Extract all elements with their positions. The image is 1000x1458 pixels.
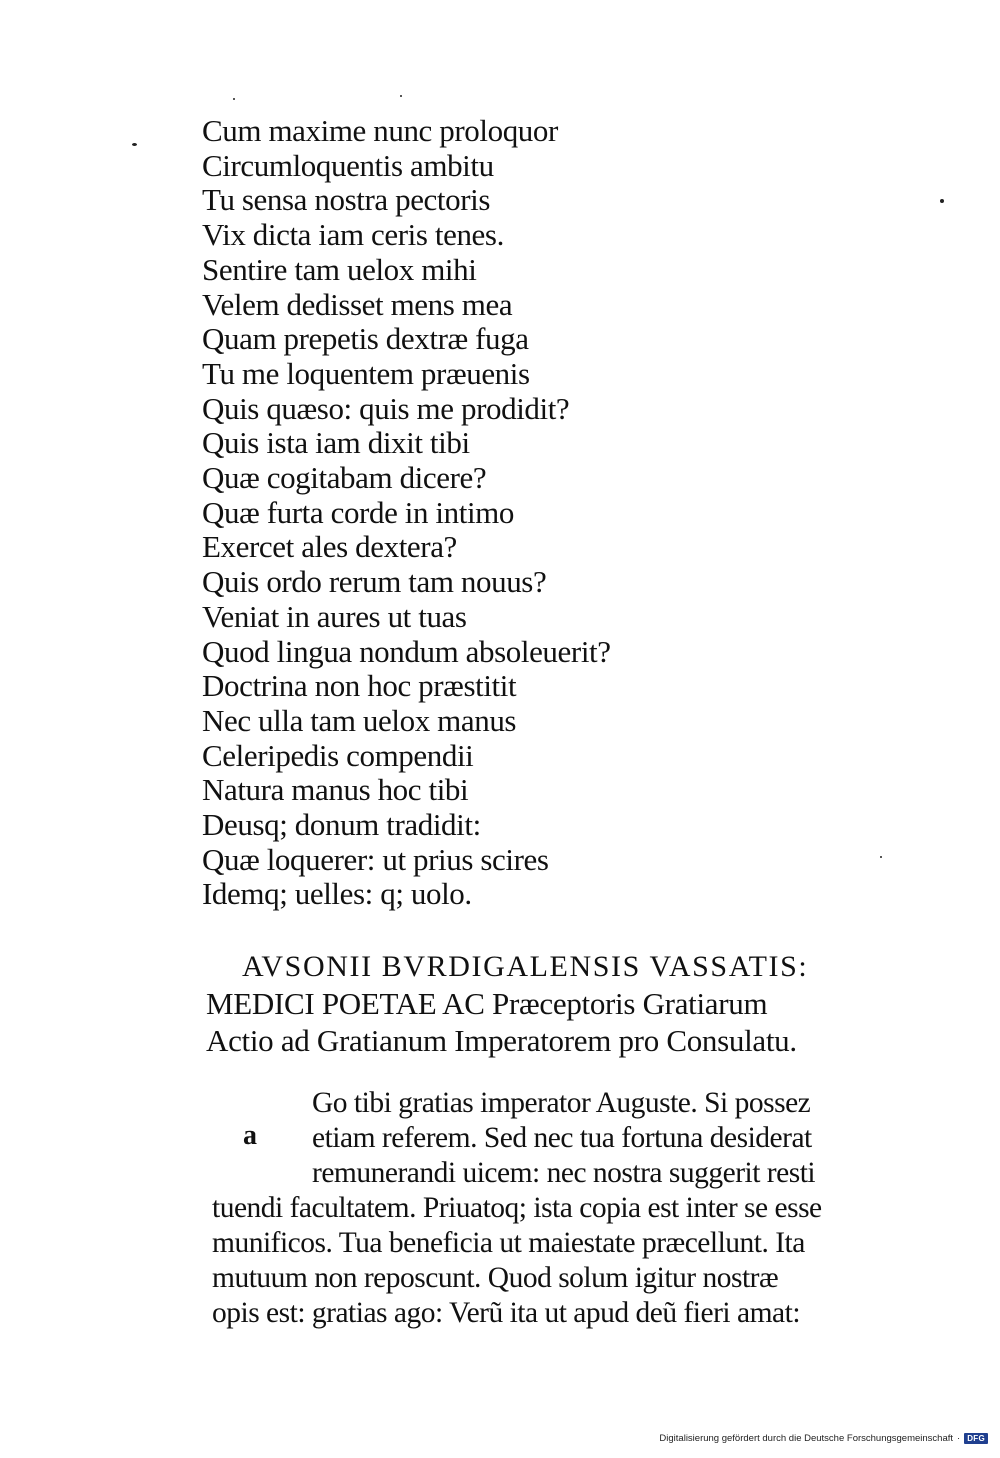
poem-line: Veniat in aures ut tuas [202,598,467,634]
poem-line: Tu sensa nostra pectoris [202,182,491,218]
scan-speck [940,199,944,203]
poem-line: Nec ulla tam uelox manus [202,702,517,738]
guide-letter: a [243,1120,257,1151]
poem-line: Circumloquentis ambitu [202,147,494,183]
poem-line: Quam prepetis dextræ fuga [202,321,529,357]
poem-line: Quæ cogitabam dicere? [202,460,487,496]
heading-line-3: Actio ad Gratianum Imperatorem pro Consulatu. [206,1023,797,1058]
poem-line: Deusq; donum tradidit: [202,807,481,843]
poem-line: Tu me loquentem præuenis [202,355,530,391]
dfg-logo-icon: DFG [964,1433,988,1444]
footer-separator: · [957,1433,961,1444]
prose-line: tuendi facultatem. Priuatoq; ista copia est inter se esse [212,1192,822,1224]
heading-line-1: AVSONII BVRDIGALENSIS VASSATIS: [242,950,809,983]
prose-line: remunerandi uicem: nec nostra suggerit resti [312,1157,816,1189]
poem-line: Quis quæso: quis me prodidit? [202,390,570,426]
poem-line: Natura manus hoc tibi [202,772,469,808]
prose-line: opis est: gratias ago: Verũ ita ut apud deũ fieri amat: [212,1297,801,1329]
funding-footer [659,1433,988,1444]
poem-line: Exercet ales dextera? [202,529,457,565]
scan-speck [880,856,882,858]
prose-line: munificos. Tua beneficia ut maiestate præcellunt. Ita [212,1227,805,1259]
section-heading [206,948,906,1059]
poem-line: Cum maxime nunc proloquor [202,113,558,148]
poem-line: Quæ furta corde in intimo [202,494,514,530]
prose-line: mutuum non reposcunt. Quod solum igitur nostræ [212,1262,779,1294]
poem-line: Quis ista iam dixit tibi [202,425,470,461]
prose-line: Go tibi gratias imperator Auguste. Si possez [312,1087,811,1119]
funding-credit-text: Digitalisierung gefördert durch die Deutsche Forschungsgemeinschaft [659,1433,954,1444]
scan-speck [233,98,235,100]
poem-line: Quæ loquerer: ut prius scires [202,841,549,877]
poem-line: Vix dicta iam ceris tenes. [202,217,504,253]
prose-block [212,1086,902,1331]
poem-line: Quod lingua nondum absoleuerit? [202,633,611,669]
heading-line-2: MEDICI POETAE AC Præceptoris Gratiarum [206,986,768,1021]
poem-line: Celeripedis compendii [202,737,474,773]
poem-line: Doctrina non hoc præstitit [202,668,517,704]
scan-speck [400,95,402,97]
poem-line: Velem dedisset mens mea [202,286,513,322]
poem-line: Quis ordo rerum tam nouus? [202,564,547,600]
poem-line: Idemq; uelles: q; uolo. [202,876,472,912]
poem-line: Sentire tam uelox mihi [202,251,477,287]
poem-block [202,114,611,912]
scan-speck [132,143,137,146]
prose-line: etiam referem. Sed nec tua fortuna desiderat [312,1122,812,1154]
